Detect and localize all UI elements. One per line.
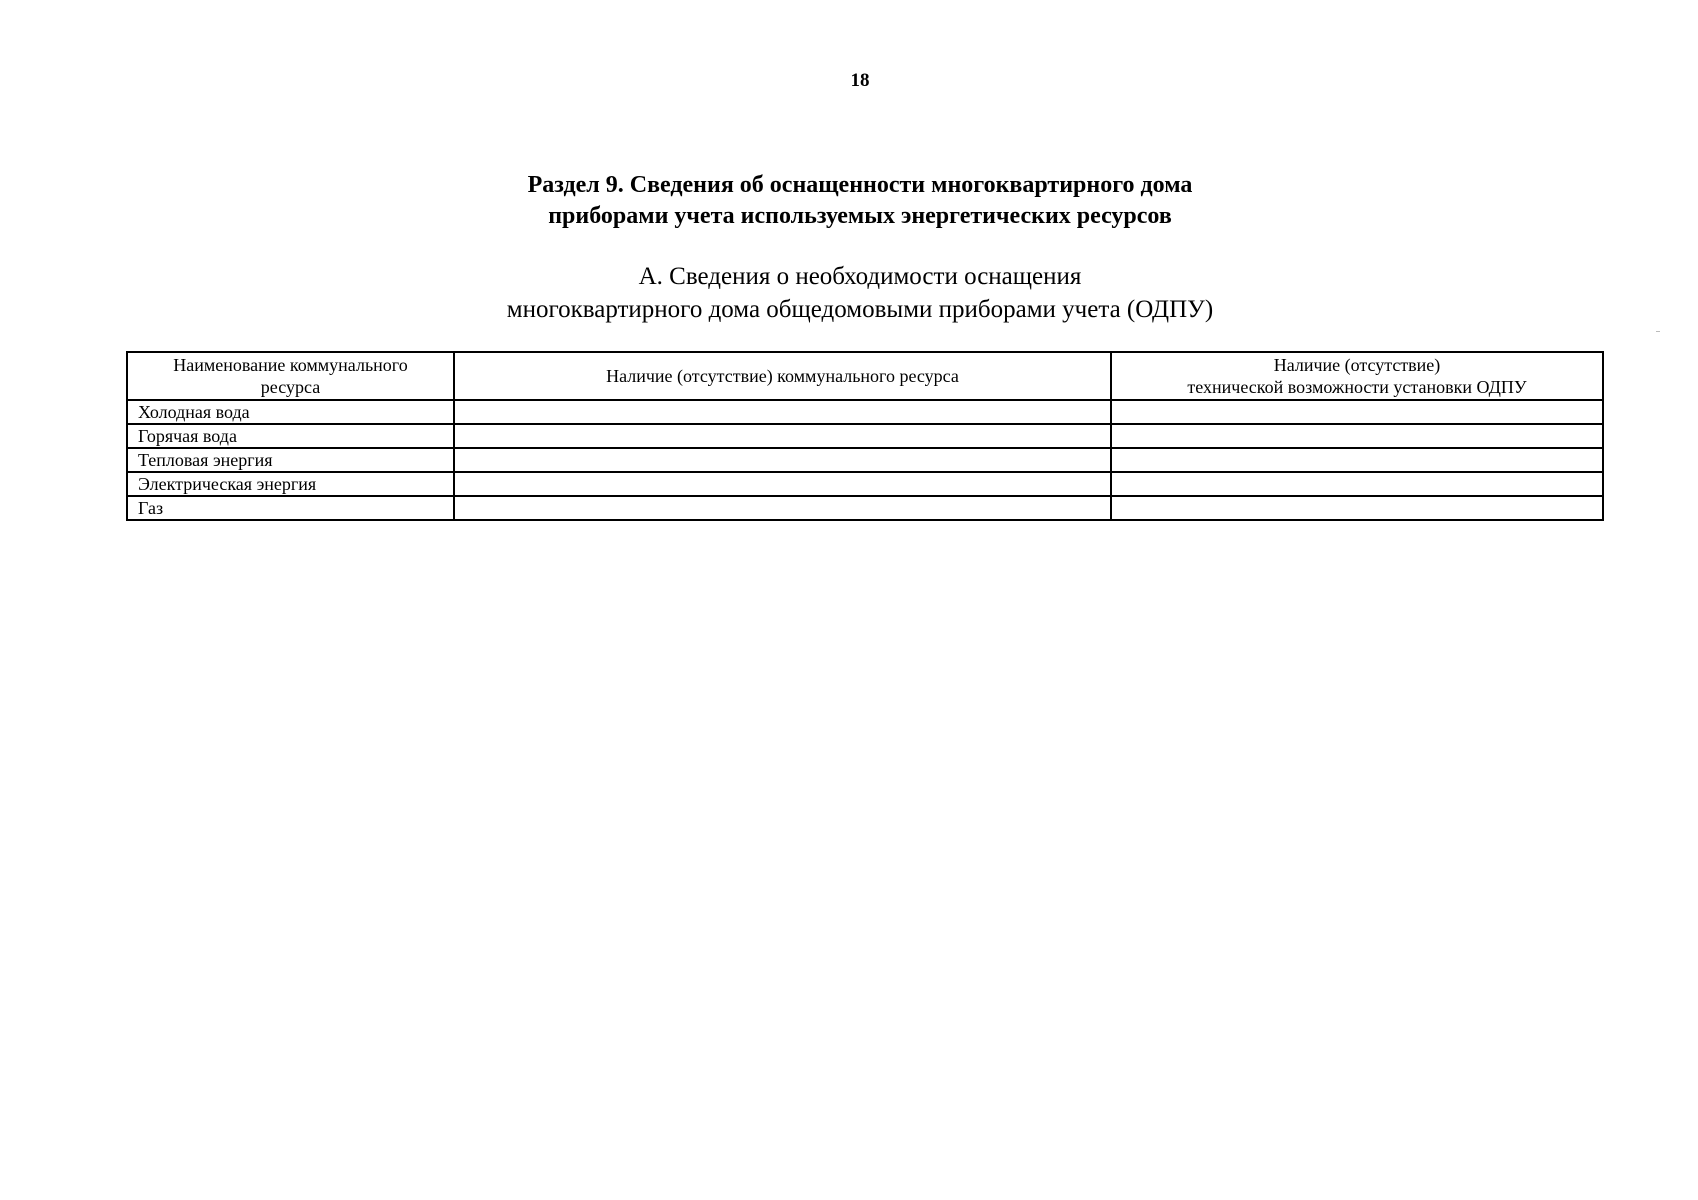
resource-presence-cell[interactable] [454, 400, 1111, 424]
subsection-title-line-2: многоквартирного дома общедомовыми приборами учета (ОДПУ) [506, 296, 1214, 323]
install-possibility-cell[interactable] [1111, 400, 1603, 424]
resource-presence-cell[interactable] [454, 496, 1111, 520]
resource-name-cell: Холодная вода [127, 400, 454, 424]
header-install-possibility-line-2: технической возможности установки ОДПУ [1187, 377, 1527, 397]
table-row [127, 400, 1603, 424]
header-resource-name-line-1: Наименование коммунального [173, 355, 408, 375]
header-install-possibility-line-1: Наличие (отсутствие) [1273, 355, 1441, 375]
header-resource-name-line-2: ресурса [260, 377, 321, 397]
table-row [127, 424, 1603, 448]
section-title-line-1: Раздел 9. Сведения об оснащенности многоквартирного дома [527, 172, 1193, 198]
resource-presence-cell[interactable] [454, 472, 1111, 496]
subsection-title [0, 260, 1698, 326]
resource-name-cell: Горячая вода [127, 424, 454, 448]
odpu-table [126, 351, 1604, 521]
table-row [127, 448, 1603, 472]
resource-presence-cell[interactable] [454, 448, 1111, 472]
resource-presence-cell[interactable] [454, 424, 1111, 448]
header-resource-name [127, 352, 454, 400]
table-row [127, 496, 1603, 520]
resource-name-cell: Тепловая энергия [127, 448, 454, 472]
page-number: 18 [850, 70, 870, 91]
install-possibility-cell[interactable] [1111, 424, 1603, 448]
table-header-row [127, 352, 1603, 400]
section-title [0, 170, 1698, 232]
resource-name-cell: Электрическая энергия [127, 472, 454, 496]
install-possibility-cell[interactable] [1111, 448, 1603, 472]
resource-name-cell: Газ [127, 496, 454, 520]
install-possibility-cell[interactable] [1111, 472, 1603, 496]
install-possibility-cell[interactable] [1111, 496, 1603, 520]
scan-artifact [1656, 331, 1660, 332]
header-install-possibility [1111, 352, 1603, 400]
section-title-line-2: приборами учета используемых энергетических ресурсов [548, 203, 1172, 229]
table-row [127, 472, 1603, 496]
subsection-title-line-1: А. Сведения о необходимости оснащения [638, 263, 1082, 290]
header-resource-presence: Наличие (отсутствие) коммунального ресурса [454, 352, 1111, 400]
